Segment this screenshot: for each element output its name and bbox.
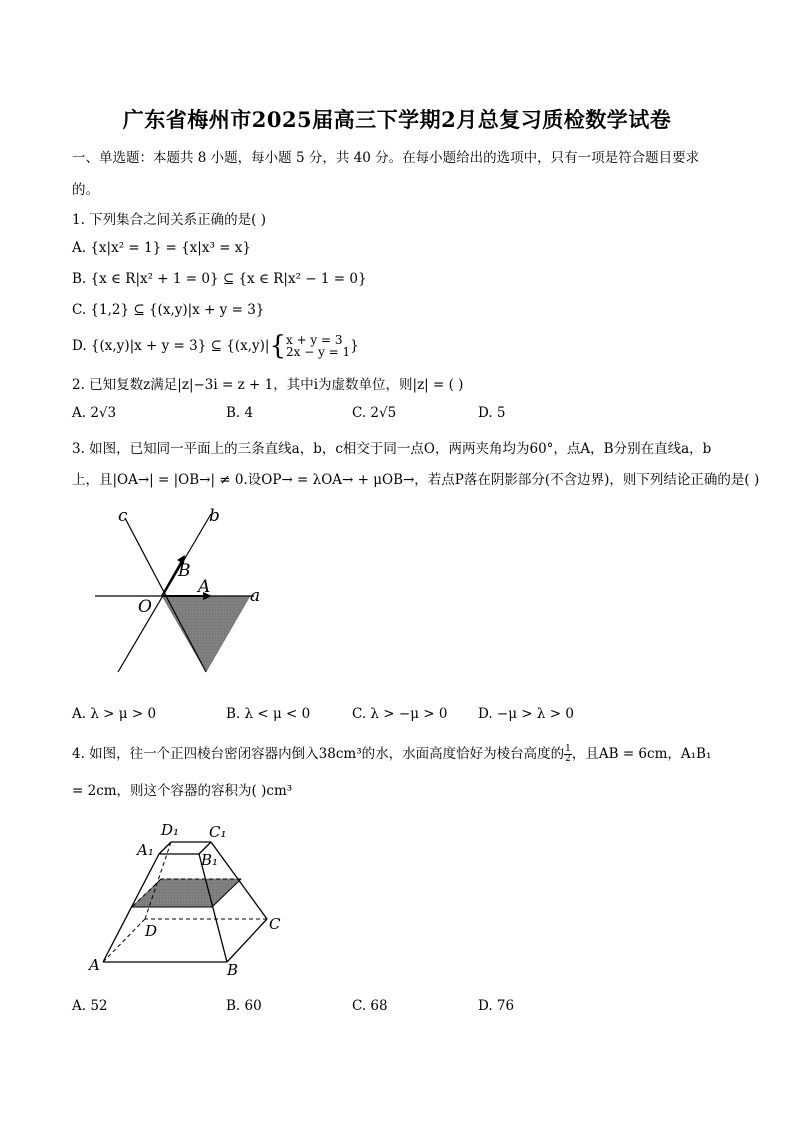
q1-option-d-eq1: x + y = 3 (285, 333, 343, 347)
q2-option-c: C. 2√5 (352, 405, 397, 421)
q1-option-d (72, 331, 359, 361)
q3-option-c: C. λ > −μ > 0 (352, 706, 448, 722)
q1-option-c: C. {1,2} ⊆ {(x,y)|x + y = 3} (72, 302, 265, 318)
q2-option-d: D. 5 (478, 405, 506, 421)
q1-stem: 1. 下列集合之间关系正确的是( ) (72, 212, 266, 228)
label-D1: D₁ (161, 821, 180, 839)
q1-option-d-system (286, 334, 350, 358)
q4-stem-line2: = 2cm，则这个容器的容积为( )cm³ (72, 783, 293, 799)
q2-option-a: A. 2√3 (72, 405, 117, 421)
shaded-region (162, 596, 250, 672)
q3-option-b: B. λ < μ < 0 (226, 706, 311, 722)
water-surface (132, 879, 241, 907)
edge-da (103, 919, 145, 962)
edge-aa1 (103, 854, 159, 962)
label-b: b (209, 506, 220, 526)
label-A: A (89, 956, 100, 974)
q1-option-a: A. {x|x² = 1} = {x|x³ = x} (72, 240, 251, 256)
edge-bc (227, 919, 267, 962)
q4-stem-line1-pre: 4. 如图，往一个正四棱台密闭容器内倒入38cm³的水，水面高度恰好为棱台高度的 (72, 746, 565, 762)
q4-fraction (564, 745, 572, 764)
edge-bb1 (199, 854, 227, 962)
q3-option-a: A. λ > μ > 0 (72, 706, 157, 722)
label-A: A (198, 577, 211, 597)
label-A1: A₁ (137, 841, 154, 859)
q4-figure (85, 815, 300, 980)
q1-option-b: B. {x ∈ R|x² + 1 = 0} ⊆ {x ∈ R|x² − 1 = 0} (72, 271, 367, 287)
label-C: C (269, 915, 281, 933)
brace-symbol: { (269, 331, 286, 361)
q4-stem-line1-post: ，且AB = 6cm，A₁B₁ (571, 746, 712, 762)
q3-stem-line1: 3. 如图，已知同一平面上的三条直线a，b，c相交于同一点O，两两夹角均为60°，点A，B分别在直线a，b (72, 441, 712, 457)
q4-fraction-denominator: 2 (565, 754, 571, 764)
label-a: a (250, 586, 261, 606)
q3-stem-line2: 上，且|OA→| = |OB→| ≠ 0.设OP→ = λOA→ + μOB→，若点P落在阴影部分(不含边界)，则下列结论正确的是( ) (72, 472, 760, 488)
q3-figure (90, 500, 280, 680)
q2-option-b: B. 4 (226, 405, 254, 421)
label-B: B (178, 561, 191, 581)
label-c: c (118, 506, 128, 526)
label-B: B (227, 961, 239, 979)
label-C1: C₁ (209, 823, 227, 841)
q4-option-a: A. 52 (72, 998, 108, 1014)
q1-option-d-eq2: 2x − y = 1 (285, 345, 351, 359)
section-instructions-line1: 一、单选题：本题共 8 小题，每小题 5 分，共 40 分。在每小题给出的选项中，只有一项是符合题目要求 (72, 150, 700, 166)
q4-option-c: C. 68 (352, 998, 388, 1014)
q4-option-b: B. 60 (226, 998, 262, 1014)
q3-option-d: D. −μ > λ > 0 (478, 706, 574, 722)
q2-stem: 2. 已知复数z满足|z|−3i = z + 1，其中i为虚数单位，则|z| = ( ) (72, 377, 464, 393)
page-title: 广东省梅州市2025届高三下学期2月总复习质检数学试卷 (122, 107, 672, 132)
edge-d1a1 (159, 842, 171, 854)
label-D: D (145, 922, 158, 940)
q1-option-d-prefix: D. {(x,y)|x + y = 3} ⊆ {(x,y)| (72, 338, 270, 354)
q4-option-d: D. 76 (478, 998, 515, 1014)
q4-fraction-numerator: 1 (565, 744, 571, 754)
section-instructions-line2: 的。 (72, 182, 99, 198)
q1-option-d-suffix: } (350, 338, 359, 354)
label-O: O (138, 597, 152, 617)
label-B1: B₁ (201, 851, 219, 869)
q4-stem-line1 (72, 742, 711, 764)
